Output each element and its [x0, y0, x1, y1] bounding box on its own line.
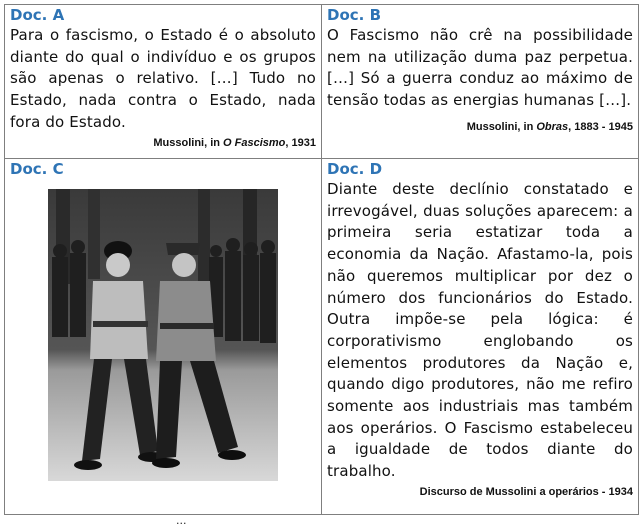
doc-a-text: Para o fascismo, o Estado é o absoluto diante do qual o indivíduo e os grupos são apenas o relativo. […] Tudo no Estado, nada contra o Estado, nada fora do Estado.	[10, 26, 316, 131]
doc-a-source-work: O Fascismo	[223, 136, 286, 149]
doc-c-cell	[5, 159, 322, 515]
doc-c-title: Doc. C	[10, 160, 64, 178]
doc-b-source-suffix: , 1883 - 1945	[568, 120, 633, 133]
doc-b-source-work: Obras	[536, 120, 569, 133]
doc-d-text: Diante deste declínio constatado e irrevogável, duas soluções aparecem: a primeira seria estatizar toda a economia da Nação. Afastamo-la, pois não queremos multiplicar por dez o número dos funcionários do Estado. Outra impõe-se pela lógica: é corporativismo englobando os elementos produtores da Nação e, quando digo produtores, não me refiro somente aos industriais mas também aos operários. O Fascismo estabeleceu a igualdade de todos diante do trabalho.	[327, 180, 633, 481]
doc-c-photo-wrap	[10, 179, 316, 485]
documents-row-2	[5, 159, 639, 515]
doc-b-source-prefix: Mussolini, in	[466, 120, 537, 133]
doc-a-source-prefix: Mussolini, in	[153, 136, 224, 149]
doc-b-title: Doc. B	[327, 6, 382, 24]
doc-b-text: O Fascismo não crê na possibilidade nem na utilização duma paz perpetua. […] Só a guerra conduz ao máximo de tensão todas as energias humanas […].	[327, 26, 633, 110]
doc-b-source	[327, 120, 633, 134]
doc-d-source: Discurso de Mussolini a operários - 1934	[419, 485, 633, 498]
doc-c-photo	[48, 189, 278, 481]
trailing-caption-fragment: ...	[176, 514, 187, 527]
doc-d-cell	[322, 159, 639, 515]
doc-b-cell	[322, 5, 639, 159]
doc-a-source	[10, 136, 316, 150]
doc-d-title: Doc. D	[327, 160, 383, 178]
documents-table	[4, 4, 639, 515]
doc-a-title: Doc. A	[10, 6, 65, 24]
documents-row-1	[5, 5, 639, 159]
doc-a-source-suffix: , 1931	[285, 136, 316, 149]
doc-a-cell	[5, 5, 322, 159]
